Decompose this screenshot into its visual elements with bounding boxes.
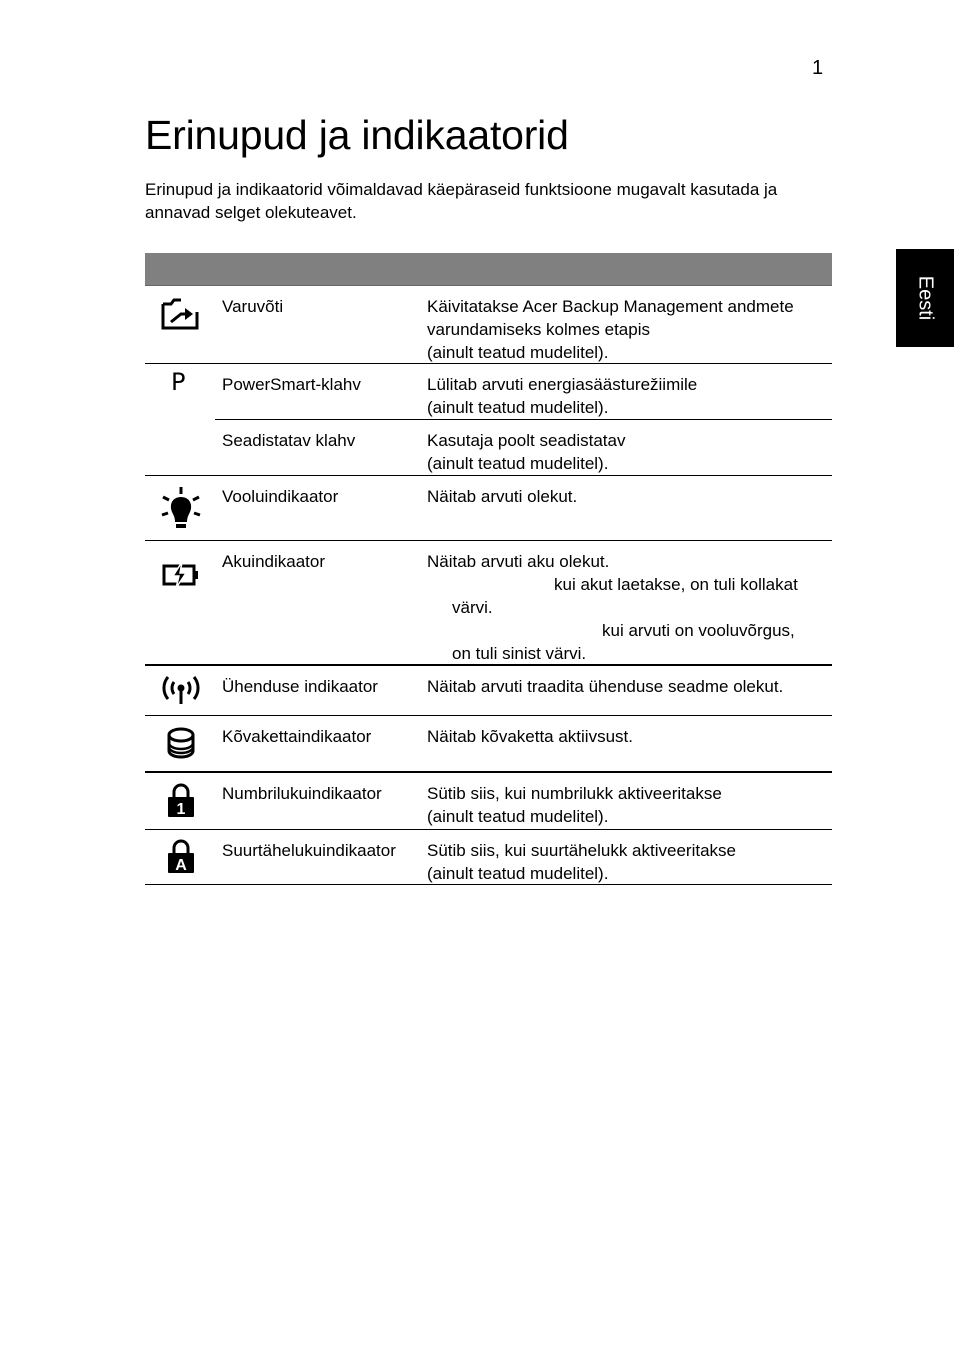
indicator-name: Akuindikaator <box>222 552 326 571</box>
language-side-tab <box>896 249 954 347</box>
keys-indicators-table <box>145 253 832 885</box>
caps-lock-icon <box>159 839 203 875</box>
table-row <box>145 773 832 830</box>
num-lock-icon <box>159 783 203 819</box>
indicator-name: Suurtähelukuindikaator <box>222 841 396 860</box>
svg-text:1: 1 <box>176 801 186 818</box>
indicator-name: Ühenduse indikaator <box>222 677 378 696</box>
page-title: Erinupud ja indikaatorid <box>145 112 569 158</box>
table-row <box>145 716 832 773</box>
table-row <box>145 830 832 885</box>
table-header <box>145 253 832 286</box>
table-subrow <box>215 364 832 420</box>
indicator-description: Näitab arvuti olekut. <box>427 487 578 506</box>
intro-paragraph: Erinupud ja indikaatorid võimaldavad käepäraseid funktsioone mugavalt kasutada ja annavad selget olekuteavet. <box>145 180 778 222</box>
indicator-description: Näitab arvuti traadita ühenduse seadme olekut. <box>427 677 784 696</box>
svg-text:A: A <box>175 857 187 874</box>
indicator-name: Numbrilukuindikaator <box>222 784 382 803</box>
backup-folder-icon <box>159 292 203 332</box>
side-tab-label: Eesti <box>914 275 937 321</box>
table-subrow <box>145 420 832 475</box>
power-light-icon <box>159 485 203 533</box>
key-description: Lülitab arvuti energiasäästurežiimile (ainult teatud mudelitel). <box>427 375 698 417</box>
table-row <box>145 476 832 541</box>
indicator-name: Kõvakettaindikaator <box>222 727 372 746</box>
key-name: Seadistatav klahv <box>222 431 356 450</box>
hard-disk-icon <box>159 726 203 760</box>
indicator-description: Sütib siis, kui numbrilukk aktiveeritakse (ainult teatud mudelitel). <box>427 784 722 826</box>
powersmart-p-icon: P <box>171 368 186 396</box>
key-description: Käivitatakse Acer Backup Management andmete varundamiseks kolmes etapis (ainult teatud mudelitel). <box>427 297 794 362</box>
table-row <box>145 364 832 476</box>
indicator-description: Näitab kõvaketta aktiivsust. <box>427 727 633 746</box>
indicator-name: Vooluindikaator <box>222 487 339 506</box>
wireless-icon <box>159 674 203 708</box>
indicator-description: Sütib siis, kui suurtähelukk aktiveeritakse (ainult teatud mudelitel). <box>427 841 736 883</box>
key-name: Varuvõti <box>222 297 284 316</box>
battery-charge-icon <box>159 559 203 591</box>
indicator-description: Näitab arvuti aku olekut. kui akut laetakse, on tuli kollakat värvi. kui arvuti on vooluvõrgus, on tuli sinist värvi. <box>427 552 798 663</box>
table-row <box>145 286 832 364</box>
key-description: Kasutaja poolt seadistatav (ainult teatud mudelitel). <box>427 431 626 473</box>
key-name: PowerSmart-klahv <box>222 375 361 394</box>
page-number: 1 <box>812 57 824 79</box>
table-row <box>145 666 832 716</box>
table-row <box>145 541 832 666</box>
